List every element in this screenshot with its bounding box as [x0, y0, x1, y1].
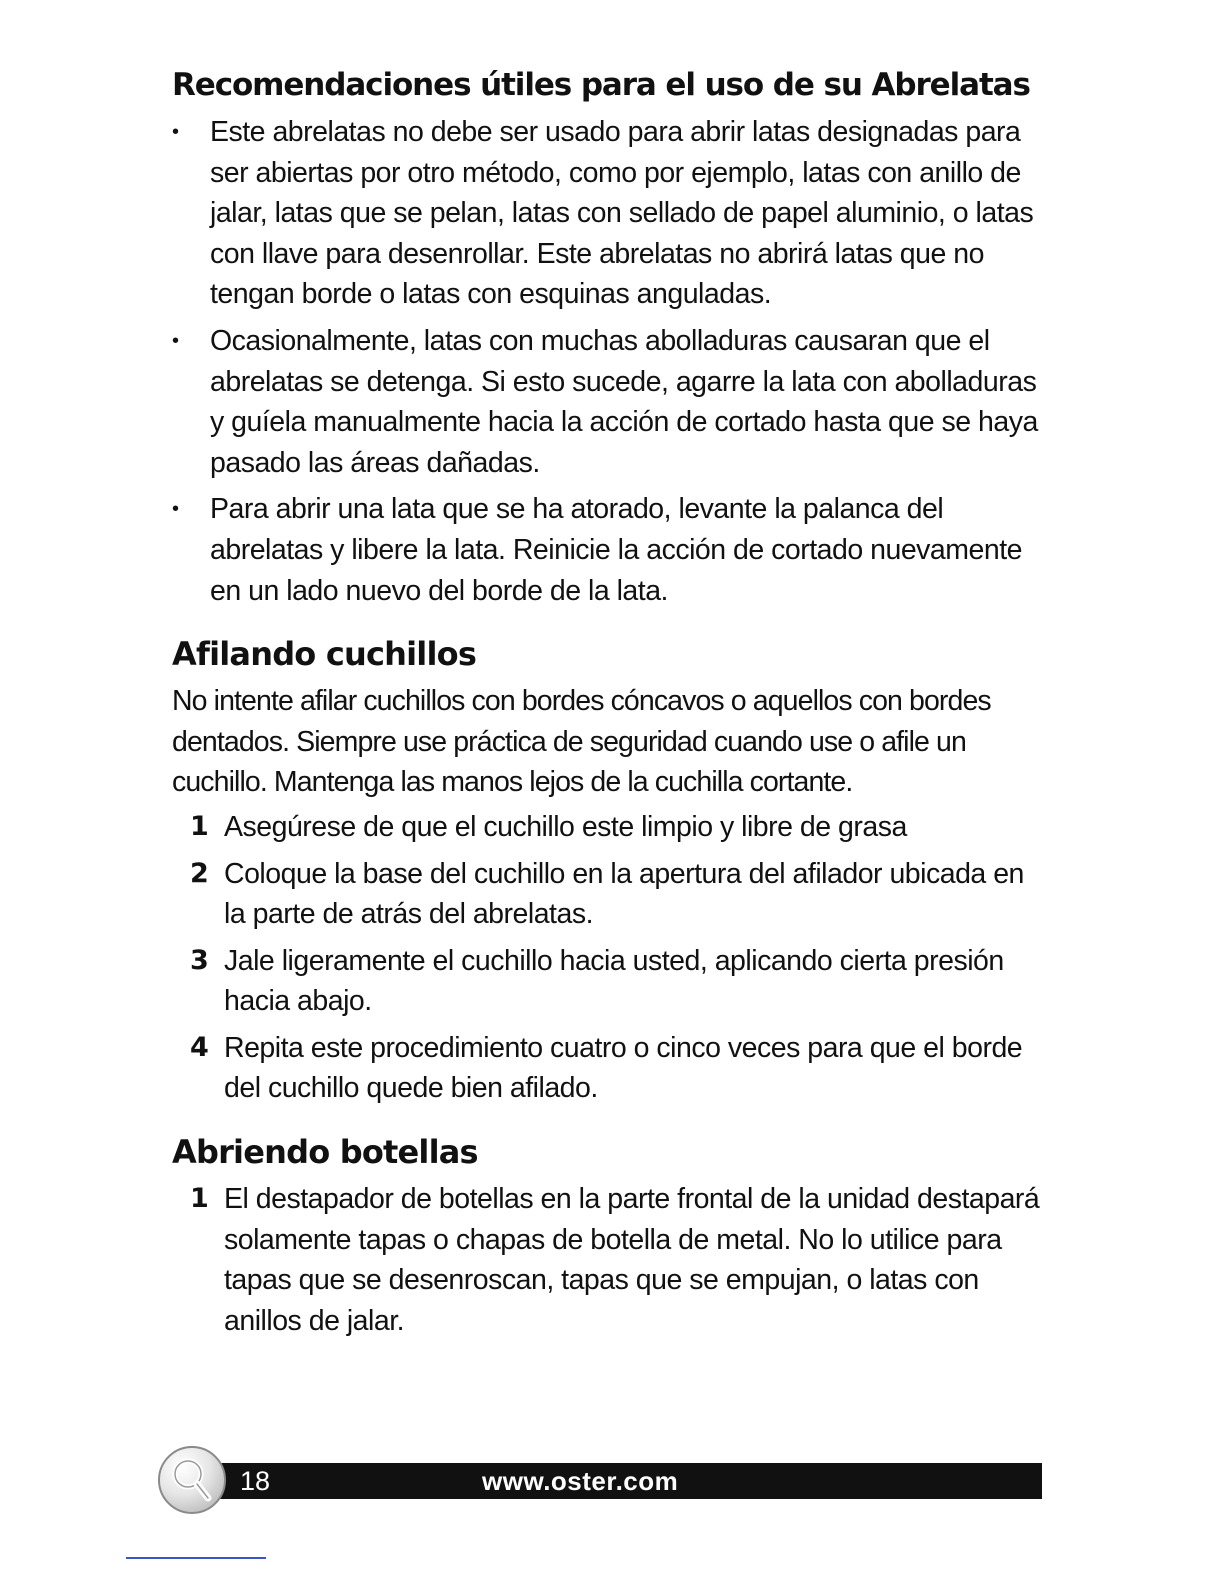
step-item: [172, 1179, 1042, 1341]
website-link[interactable]: www.oster.com: [482, 1466, 679, 1496]
step-text: Coloque la base del cuchillo en la apertura del afilador ubicada en la parte de atrás del abrelatas.: [224, 857, 1024, 931]
document-page: [172, 62, 1042, 1347]
recommendations-list: [172, 112, 1042, 611]
footer-bar: [196, 1463, 1042, 1499]
bullet-icon: •: [172, 498, 179, 521]
step-text: Repita este procedimiento cuatro o cinco veces para que el borde del cuchillo quede bien afilado.: [224, 1031, 1023, 1105]
sharpening-intro: No intente afilar cuchillos con bordes cóncavos o aquellos con bordes dentados. Siempre use práctica de seguridad cuando use o afile un cuchillo. Mantenga las manos lejos de la cuchilla cortante.: [172, 685, 991, 799]
step-item: [172, 941, 1042, 1022]
section-bottles: [172, 1129, 1042, 1341]
section-sharpening: [172, 631, 1042, 1109]
step-number: 3: [190, 944, 209, 976]
step-text: Asegúrese de que el cuchillo este limpio y libre de grasa: [224, 810, 907, 843]
list-item: [172, 489, 1042, 611]
step-text: Jale ligeramente el cuchillo hacia usted, aplicando cierta presión hacia abajo.: [224, 944, 1004, 1018]
bullet-icon: •: [172, 329, 179, 352]
section-title-recommendations: Recomendaciones útiles para el uso de su Abrelatas: [172, 67, 1030, 103]
divider: [126, 1557, 266, 1559]
step-number: 2: [190, 857, 209, 889]
list-item: [172, 321, 1042, 483]
step-number: 1: [190, 1183, 209, 1215]
search-icon: [158, 1446, 226, 1514]
step-number: 1: [190, 810, 209, 842]
sharpening-steps: [172, 807, 1042, 1109]
section-title-sharpening: Afilando cuchillos: [172, 635, 477, 674]
bottles-steps: [172, 1179, 1042, 1341]
step-item: [172, 807, 1042, 848]
step-item: [172, 854, 1042, 935]
section-title-bottles: Abriendo botellas: [172, 1133, 478, 1172]
step-item: [172, 1028, 1042, 1109]
bullet-icon: •: [172, 121, 179, 143]
step-text: El destapador de botellas en la parte frontal de la unidad destapará solamente tapas o chapas de botella de metal. No lo utilice para tapas que se desenroscan, tapas que se empujan, o latas con anillos de jalar.: [224, 1183, 1040, 1337]
section-recommendations: [172, 62, 1042, 611]
page-number: 18: [240, 1466, 271, 1496]
list-item: [172, 112, 1042, 315]
list-item-text: Para abrir una lata que se ha atorado, levante la palanca del abrelatas y libere la lata. Reinicie la acción de cortado nuevamente en un lado nuevo del borde de la lata.: [210, 493, 1022, 607]
list-item-text: Ocasionalmente, latas con muchas abolladuras causaran que el abrelatas se detenga. Si esto sucede, agarre la lata con abolladuras y guíela manualmente hacia la acción de cortado hasta que se haya pasado las áreas dañadas.: [210, 324, 1038, 479]
step-number: 4: [190, 1031, 209, 1063]
list-item-text: Este abrelatas no debe ser usado para abrir latas designadas para ser abiertas por otro método, como por ejemplo, latas con anillo de jalar, latas que se pelan, latas con sellado de papel aluminio, o latas con llave para desenrollar. Este abrelatas no abrirá latas que no tengan borde o latas con esquinas anguladas.: [210, 116, 1034, 311]
